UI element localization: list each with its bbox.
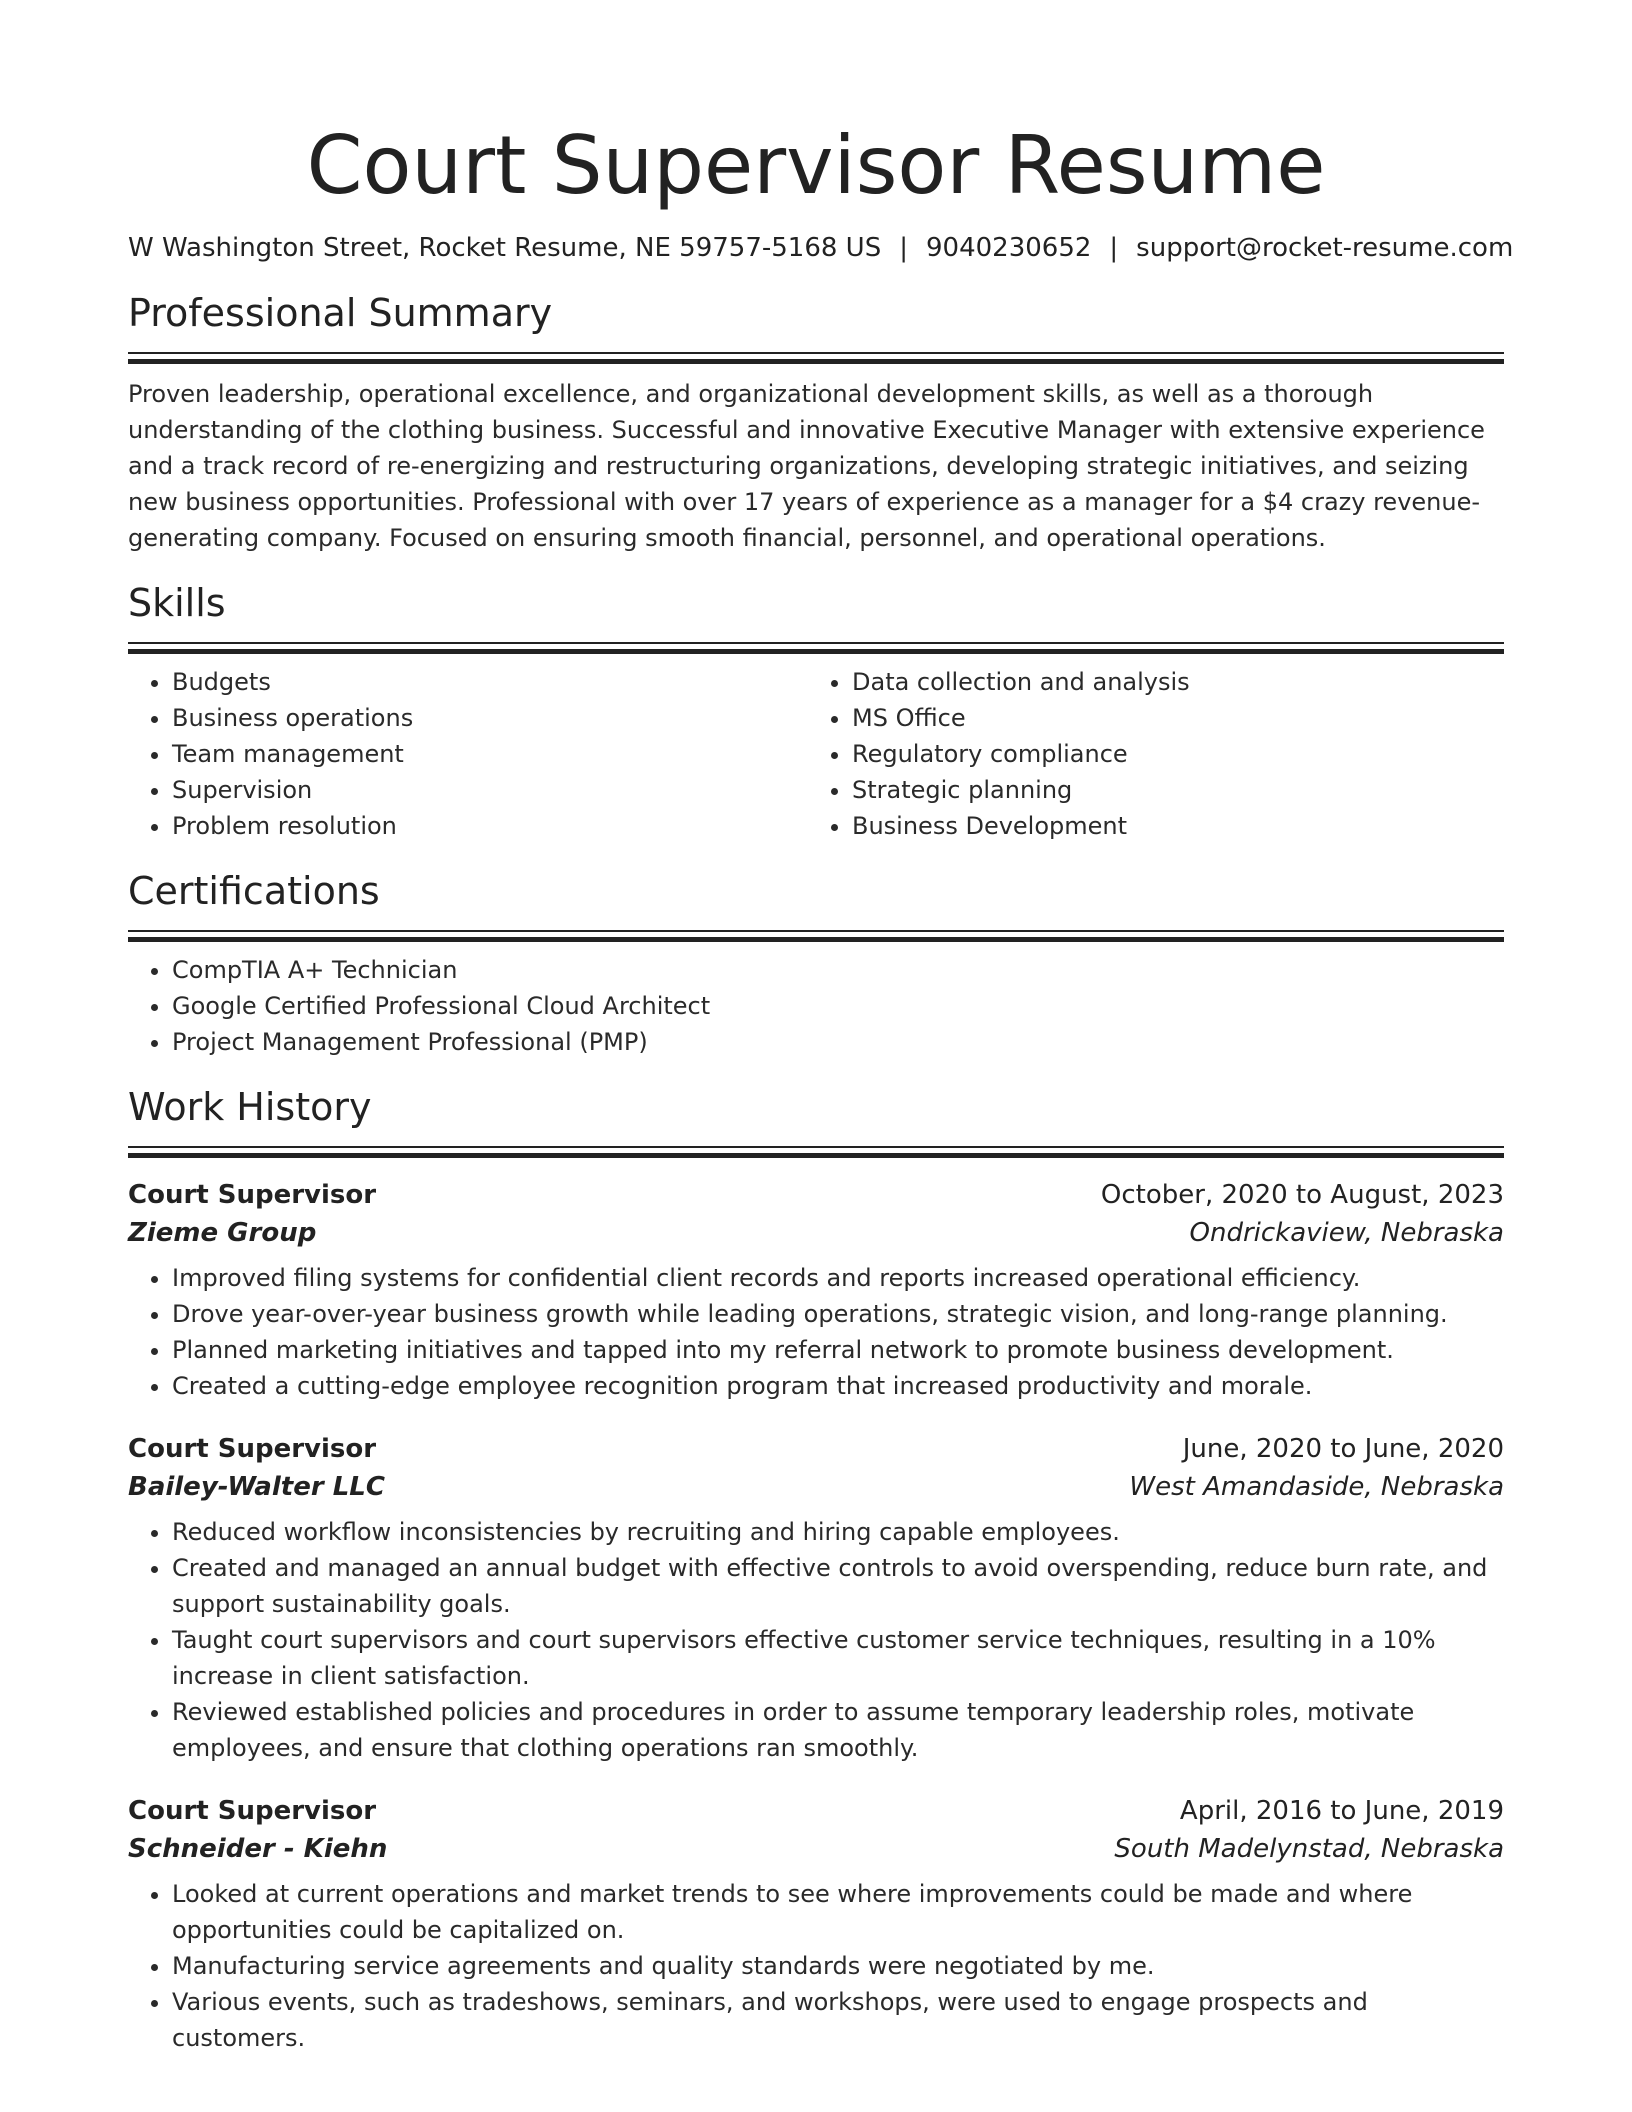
job-dates: June, 2020 to June, 2020 — [1182, 1434, 1504, 1464]
section-divider — [128, 930, 1504, 942]
skills-list-left — [128, 664, 824, 844]
section-divider — [128, 642, 1504, 654]
work-history-heading: Work History — [128, 1085, 372, 1129]
job-bullets — [128, 1260, 1504, 1404]
job-bullet: • Looked at current operations and market trends to see where improvements could be made and where opportunities could be capitalized on. — [172, 1876, 1504, 1948]
job-bullet: • Created a cutting-edge employee recognition program that increased productivity and morale. — [172, 1368, 1504, 1404]
contact-separator: | — [899, 233, 908, 263]
skill-item: • Budgets — [172, 664, 824, 700]
skills-heading: Skills — [128, 581, 226, 625]
job-company: Schneider - Kiehn — [128, 1834, 388, 1864]
certifications-list — [128, 952, 1504, 1060]
job-bullet: • Created and managed an annual budget with effective controls to avoid overspending, reduce burn rate, and support sustainability goals. — [172, 1550, 1504, 1622]
section-divider — [128, 1146, 1504, 1158]
skill-item: • Problem resolution — [172, 808, 824, 844]
section-divider — [128, 352, 1504, 364]
summary-heading: Professional Summary — [128, 291, 553, 335]
job-title: Court Supervisor — [128, 1434, 377, 1464]
job-subheader-row — [128, 1830, 1504, 1868]
job-location: Ondrickaview, Nebraska — [1189, 1218, 1504, 1248]
job-subheader-row — [128, 1214, 1504, 1252]
contact-phone[interactable]: 9040230652 — [925, 233, 1092, 263]
job-bullet: • Reduced workflow inconsistencies by recruiting and hiring capable employees. — [172, 1514, 1504, 1550]
contact-address: W Washington Street, Rocket Resume, NE 59757-5168 US — [128, 233, 882, 263]
job-header-row — [128, 1430, 1504, 1468]
job-bullet: • Improved filing systems for confidential client records and reports increased operational efficiency. — [172, 1260, 1504, 1296]
job-entry — [128, 1430, 1504, 1766]
job-bullet: • Various events, such as tradeshows, seminars, and workshops, were used to engage prospects and customers. — [172, 1984, 1504, 2056]
resume-title: Court Supervisor Resume — [306, 119, 1326, 212]
job-bullets — [128, 1876, 1504, 2056]
job-subheader-row — [128, 1468, 1504, 1506]
summary-section — [128, 288, 1504, 556]
skill-item: • Business Development — [852, 808, 1504, 844]
skill-item: • MS Office — [852, 700, 1504, 736]
job-entry — [128, 1176, 1504, 1404]
job-bullet: • Drove year-over-year business growth while leading operations, strategic vision, and long-range planning. — [172, 1296, 1504, 1332]
skills-grid — [128, 664, 1504, 844]
skill-item: • Regulatory compliance — [852, 736, 1504, 772]
job-entry — [128, 1792, 1504, 2056]
skill-item: • Strategic planning — [852, 772, 1504, 808]
job-dates: April, 2016 to June, 2019 — [1179, 1796, 1504, 1826]
certification-item: • CompTIA A+ Technician — [172, 952, 1504, 988]
job-location: West Amandaside, Nebraska — [1129, 1472, 1504, 1502]
summary-text: Proven leadership, operational excellence, and organizational development skills, as well as a thorough understanding of the clothing business. Successful and innovative Executive Manager with extensive experience and a track record of re-energizing and restructuring organizations, developing strategic initiatives, and seizing new business opportunities. Professional with over 17 years of experience as a manager for a $4 crazy revenue-generating company. Focused on ensuring smooth financial, personnel, and operational operations. — [128, 380, 1485, 552]
skill-item: • Business operations — [172, 700, 824, 736]
job-bullet: • Reviewed established policies and procedures in order to assume temporary leadership roles, motivate employees, and ensure that clothing operations ran smoothly. — [172, 1694, 1504, 1766]
certifications-heading: Certifications — [128, 869, 380, 913]
job-dates: October, 2020 to August, 2023 — [1100, 1180, 1504, 1210]
certification-item: • Google Certified Professional Cloud Architect — [172, 988, 1504, 1024]
skills-list-right — [808, 664, 1504, 844]
contact-separator: | — [1109, 233, 1119, 263]
contact-line — [128, 230, 1514, 266]
job-company: Bailey-Walter LLC — [128, 1472, 385, 1502]
job-bullet: • Planned marketing initiatives and tapped into my referral network to promote business development. — [172, 1332, 1504, 1368]
skill-item: • Team management — [172, 736, 824, 772]
certification-item: • Project Management Professional (PMP) — [172, 1024, 1504, 1060]
contact-email[interactable]: support@rocket-resume.com — [1136, 233, 1514, 263]
skill-item: • Supervision — [172, 772, 824, 808]
job-header-row — [128, 1792, 1504, 1830]
job-bullets — [128, 1514, 1504, 1766]
job-bullet: • Manufacturing service agreements and quality standards were negotiated by me. — [172, 1948, 1504, 1984]
job-title: Court Supervisor — [128, 1180, 377, 1210]
skills-section — [128, 578, 1504, 844]
job-bullet: • Taught court supervisors and court supervisors effective customer service techniques, resulting in a 10% increase in client satisfaction. — [172, 1622, 1504, 1694]
job-location: South Madelynstad, Nebraska — [1114, 1834, 1504, 1864]
job-header-row — [128, 1176, 1504, 1214]
job-title: Court Supervisor — [128, 1796, 377, 1826]
work-history-section — [128, 1082, 1504, 2056]
skill-item: • Data collection and analysis — [852, 664, 1504, 700]
certifications-section — [128, 866, 1504, 1060]
job-company: Zieme Group — [128, 1218, 317, 1248]
